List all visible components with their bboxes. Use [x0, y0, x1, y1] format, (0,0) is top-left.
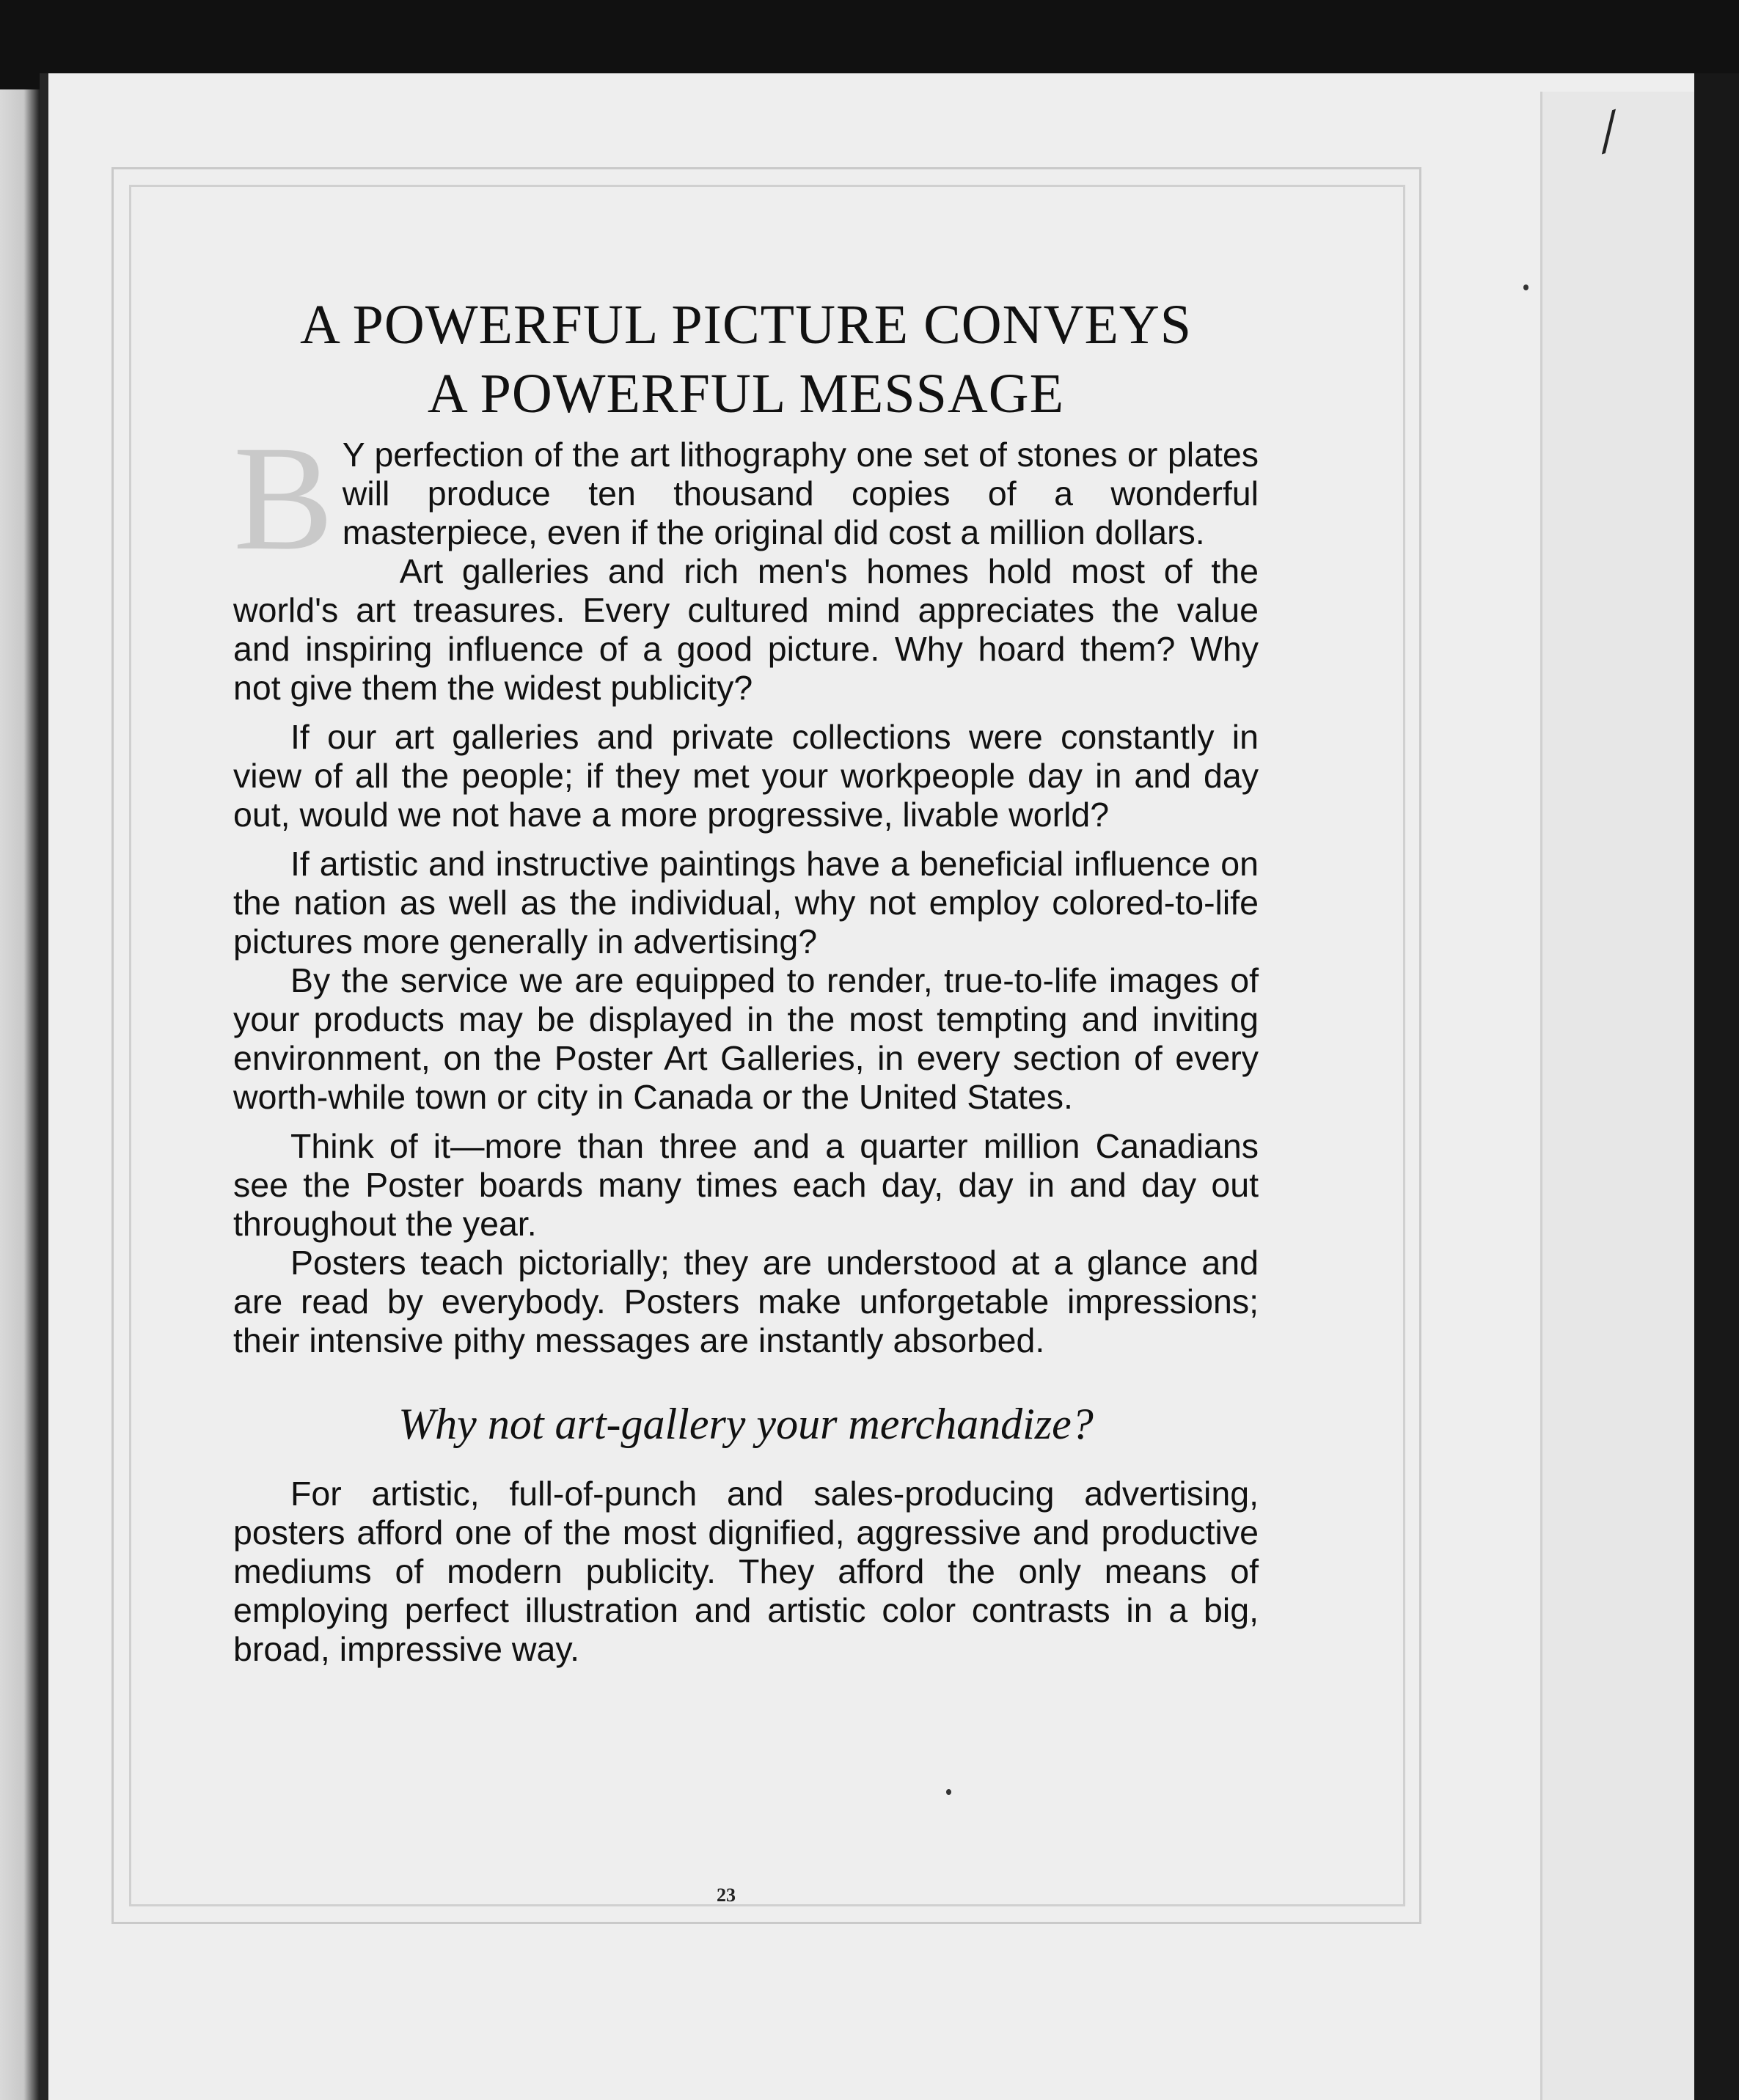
pencil-mark: ⁄: [1595, 103, 1623, 163]
spine-shadow: [0, 89, 40, 2100]
paragraph-1: [233, 415, 1259, 581]
right-page-margin: [1540, 92, 1696, 2100]
title-line-2: A POWERFUL MESSAGE: [427, 363, 1065, 425]
paragraph-6: Think of it—more than three and a quarter million Canadians see the Poster boards many times each day, day in and day out throughout the year.: [233, 1127, 1259, 1243]
paragraph-7: Posters teach pictorially; they are understood at a glance and are read by everybody. Posters make unforgetable impressions; their intensive pithy messages are instantly absorbed.: [233, 1244, 1259, 1359]
subheading: Why not art-gallery your merchandize?: [398, 1400, 1094, 1448]
page-number: 23: [717, 1884, 736, 1906]
title-line-1: A POWERFUL PICTURE CONVEYS: [299, 294, 1193, 356]
paragraph-5: By the service we are equipped to render, true-to-life images of your products may be displayed in the most tempting and inviting environment, on the Poster Art Galleries, in every section of every worth-while town or city in Canada or the United States.: [233, 961, 1259, 1116]
paragraph-3: If our art galleries and private collections were constantly in view of all the people; if they met your workpeople day in and day out, would we not have a more progressive, livable world?: [233, 718, 1259, 834]
paragraph-2: Art galleries and rich men's homes hold most of the world's art treasures. Every cultured mind appreciates the value and inspiring influence of a good picture. Why hoard them? Why not give them the widest publicity?: [233, 552, 1259, 707]
paragraph-4: If artistic and instructive paintings have a beneficial influence on the nation as well as the individual, why not employ colored-to-life pictures more generally in advertising?: [233, 845, 1259, 961]
closing-paragraph: For artistic, full-of-punch and sales-producing advertising, posters afford one of the most dignified, aggressive and productive mediums of modern publicity. They afford the only means of employing perfect illustration and artistic color contrasts in a big, broad, impressive way.: [233, 1475, 1259, 1668]
speck: [1523, 284, 1529, 290]
left-page-edge: [40, 73, 48, 2100]
page-title: [233, 290, 1259, 428]
page-content: [233, 290, 1259, 1669]
right-page-edge: [1694, 73, 1739, 2100]
drop-cap: B: [233, 415, 334, 581]
paragraph-1-text: Y perfection of the art lithography one set of stones or plates will produce ten thousand copies of a wonderful masterpiece, even if the original did cost a million dollars.: [342, 436, 1259, 551]
speck: [946, 1789, 951, 1795]
